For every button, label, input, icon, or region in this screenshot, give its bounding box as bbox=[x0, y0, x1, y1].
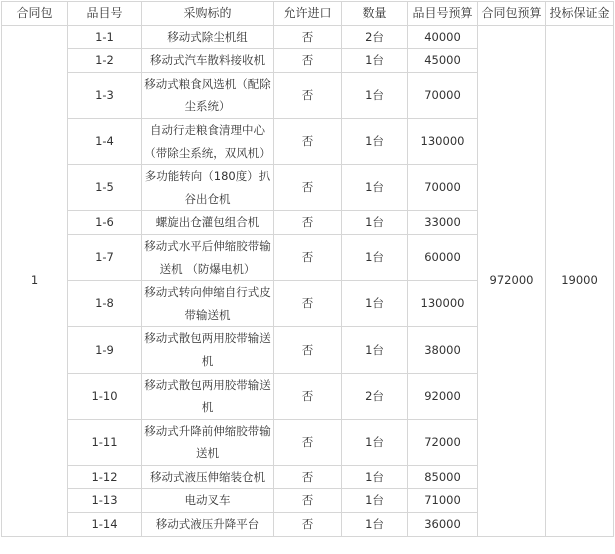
cell-item-number: 1-1 bbox=[68, 25, 142, 49]
procurement-table bbox=[1, 1, 614, 537]
cell-item-budget: 36000 bbox=[408, 513, 478, 537]
cell-item-number: 1-9 bbox=[68, 327, 142, 373]
table-row bbox=[2, 25, 614, 49]
cell-procurement-item: 电动叉车 bbox=[142, 489, 274, 513]
cell-item-number: 1-8 bbox=[68, 281, 142, 327]
cell-quantity: 1台 bbox=[342, 118, 408, 164]
cell-item-budget: 92000 bbox=[408, 373, 478, 419]
cell-procurement-item: 移动式升降前伸缩胶带输送机 bbox=[142, 419, 274, 465]
cell-quantity: 1台 bbox=[342, 327, 408, 373]
cell-procurement-item: 移动式除尘机组 bbox=[142, 25, 274, 49]
cell-item-budget: 40000 bbox=[408, 25, 478, 49]
cell-item-budget: 60000 bbox=[408, 234, 478, 280]
header-item-number: 品目号 bbox=[68, 2, 142, 26]
cell-quantity: 2台 bbox=[342, 25, 408, 49]
cell-import-allowed: 否 bbox=[274, 373, 342, 419]
cell-item-budget: 130000 bbox=[408, 118, 478, 164]
cell-import-allowed: 否 bbox=[274, 327, 342, 373]
cell-import-allowed: 否 bbox=[274, 489, 342, 513]
header-procurement-item: 采购标的 bbox=[142, 2, 274, 26]
header-bid-deposit: 投标保证金 bbox=[546, 2, 614, 26]
cell-procurement-item: 自动行走粮食清理中心（带除尘系统，双风机） bbox=[142, 118, 274, 164]
header-row bbox=[2, 2, 614, 26]
cell-item-budget: 45000 bbox=[408, 49, 478, 73]
cell-procurement-item: 移动式散包两用胶带输送机 bbox=[142, 327, 274, 373]
cell-import-allowed: 否 bbox=[274, 165, 342, 211]
cell-quantity: 1台 bbox=[342, 234, 408, 280]
cell-item-budget: 130000 bbox=[408, 281, 478, 327]
cell-import-allowed: 否 bbox=[274, 465, 342, 489]
header-package: 合同包 bbox=[2, 2, 68, 26]
table-header bbox=[2, 2, 614, 26]
cell-item-number: 1-5 bbox=[68, 165, 142, 211]
cell-item-number: 1-11 bbox=[68, 419, 142, 465]
cell-import-allowed: 否 bbox=[274, 419, 342, 465]
header-package-budget: 合同包预算 bbox=[478, 2, 546, 26]
cell-quantity: 1台 bbox=[342, 165, 408, 211]
cell-quantity: 2台 bbox=[342, 373, 408, 419]
cell-package-budget: 972000 bbox=[478, 25, 546, 536]
cell-procurement-item: 移动式粮食风选机（配除尘系统） bbox=[142, 72, 274, 118]
cell-bid-deposit: 19000 bbox=[546, 25, 614, 536]
cell-item-number: 1-6 bbox=[68, 211, 142, 235]
cell-item-budget: 70000 bbox=[408, 165, 478, 211]
cell-procurement-item: 移动式液压升降平台 bbox=[142, 513, 274, 537]
cell-procurement-item: 移动式汽车散料接收机 bbox=[142, 49, 274, 73]
cell-item-number: 1-13 bbox=[68, 489, 142, 513]
cell-import-allowed: 否 bbox=[274, 234, 342, 280]
cell-package-number: 1 bbox=[2, 25, 68, 536]
cell-quantity: 1台 bbox=[342, 419, 408, 465]
cell-quantity: 1台 bbox=[342, 49, 408, 73]
cell-import-allowed: 否 bbox=[274, 513, 342, 537]
cell-import-allowed: 否 bbox=[274, 25, 342, 49]
cell-quantity: 1台 bbox=[342, 72, 408, 118]
cell-quantity: 1台 bbox=[342, 513, 408, 537]
cell-item-number: 1-2 bbox=[68, 49, 142, 73]
cell-item-budget: 70000 bbox=[408, 72, 478, 118]
cell-import-allowed: 否 bbox=[274, 49, 342, 73]
cell-quantity: 1台 bbox=[342, 465, 408, 489]
cell-item-number: 1-12 bbox=[68, 465, 142, 489]
cell-item-budget: 85000 bbox=[408, 465, 478, 489]
header-import-allowed: 允许进口 bbox=[274, 2, 342, 26]
cell-import-allowed: 否 bbox=[274, 281, 342, 327]
cell-quantity: 1台 bbox=[342, 211, 408, 235]
cell-procurement-item: 移动式散包两用胶带输送机 bbox=[142, 373, 274, 419]
cell-item-budget: 38000 bbox=[408, 327, 478, 373]
cell-item-number: 1-14 bbox=[68, 513, 142, 537]
cell-item-number: 1-7 bbox=[68, 234, 142, 280]
cell-item-budget: 72000 bbox=[408, 419, 478, 465]
cell-import-allowed: 否 bbox=[274, 211, 342, 235]
cell-item-number: 1-4 bbox=[68, 118, 142, 164]
cell-procurement-item: 移动式液压伸缩装仓机 bbox=[142, 465, 274, 489]
header-item-budget: 品目号预算 bbox=[408, 2, 478, 26]
cell-procurement-item: 移动式转向伸缩自行式皮带输送机 bbox=[142, 281, 274, 327]
cell-procurement-item: 多功能转向（180度）扒谷出仓机 bbox=[142, 165, 274, 211]
cell-item-number: 1-3 bbox=[68, 72, 142, 118]
cell-item-budget: 71000 bbox=[408, 489, 478, 513]
cell-import-allowed: 否 bbox=[274, 118, 342, 164]
header-quantity: 数量 bbox=[342, 2, 408, 26]
cell-import-allowed: 否 bbox=[274, 72, 342, 118]
cell-quantity: 1台 bbox=[342, 489, 408, 513]
cell-item-budget: 33000 bbox=[408, 211, 478, 235]
cell-item-number: 1-10 bbox=[68, 373, 142, 419]
cell-procurement-item: 移动式水平后伸缩胶带输送机 （防爆电机） bbox=[142, 234, 274, 280]
cell-procurement-item: 螺旋出仓灌包组合机 bbox=[142, 211, 274, 235]
cell-quantity: 1台 bbox=[342, 281, 408, 327]
table-body bbox=[2, 25, 614, 536]
